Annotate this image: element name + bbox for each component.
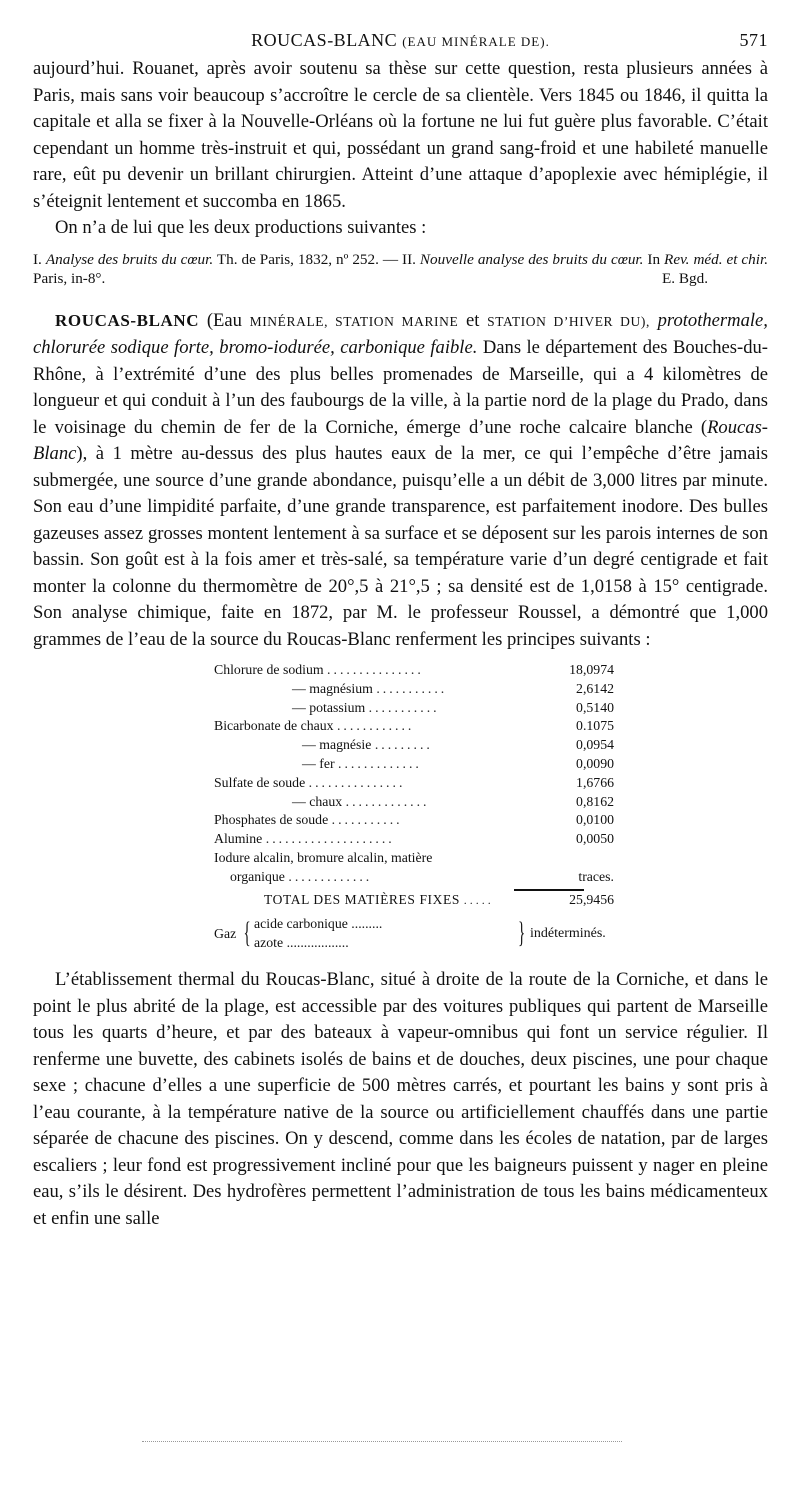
table-row: Alumine .................... 0,0050 <box>214 830 614 849</box>
table-row: Chlorure de sodium ............... 18,0974 <box>214 661 614 680</box>
ref2-title: Nouvelle analyse des bruits du cœur. <box>419 250 644 268</box>
row-label: — chaux <box>292 793 343 809</box>
entry-body-italic: Roucas-Blanc <box>33 416 768 464</box>
table-row: Bicarbonate de chaux ............ 0.1075 <box>214 717 614 736</box>
row-value: 0,0050 <box>576 831 614 847</box>
running-title <box>33 30 768 51</box>
ref2-in: In <box>647 250 661 268</box>
entry-designation: MINÉRALE, STATION MARINE <box>249 313 459 329</box>
row-label: Alumine <box>214 831 263 847</box>
ref1-number: I. <box>33 250 42 268</box>
running-title-main: ROUCAS-BLANC <box>251 30 398 50</box>
row-value: 2,6142 <box>576 680 614 696</box>
gas-item-azote: azote <box>254 934 284 950</box>
bibliography-references <box>33 250 768 288</box>
page <box>33 30 768 1232</box>
author-signature: E. Bgd. <box>662 269 708 287</box>
table-row: Phosphates de soude ........... 0,0100 <box>214 811 614 830</box>
entry-et: et <box>466 309 480 331</box>
right-brace-icon: } <box>518 916 526 950</box>
ref1-details: Th. de Paris, 1832, nº 252. — II. <box>216 250 416 268</box>
row-label: Chlorure de sodium <box>214 662 324 677</box>
table-row: Sulfate de soude ............... 1,6766 <box>214 774 614 793</box>
row-label: — potassium <box>292 699 366 715</box>
table-total-row: TOTAL DES MATIÈRES FIXES ..... 25,9456 <box>214 891 614 910</box>
chemical-analysis-table <box>214 661 614 953</box>
row-label: — magnésie <box>302 737 372 753</box>
ref2-details: Paris, in-8°. <box>33 269 106 287</box>
entry-designation-2: STATION D’HIVER DU), <box>487 313 650 329</box>
row-value: 0,0954 <box>576 737 614 753</box>
row-value: traces. <box>578 868 614 884</box>
row-label: organique <box>230 868 285 884</box>
gas-item-co2: acide carbonique <box>254 916 348 932</box>
productions-intro: On n’a de lui que les deux productions suivantes : <box>55 217 427 238</box>
row-label: Iodure alcalin, bromure alcalin, matière <box>214 849 433 865</box>
entry-qualifiers: protothermale, chlorurée sodique forte, bromo-iodurée, carbonique faible. <box>33 309 768 358</box>
ref2-journal: Rev. méd. et chir. <box>664 250 769 268</box>
row-label: — magnésium <box>292 680 373 696</box>
table-row: — chaux ............. 0,8162 <box>214 793 614 812</box>
entry-paren-open: (Eau <box>206 309 242 331</box>
table-row: — potassium ........... 0,5140 <box>214 699 614 718</box>
total-label: TOTAL DES MATIÈRES FIXES <box>264 891 460 907</box>
row-value: 0,0100 <box>576 812 614 828</box>
total-value: 25,9456 <box>569 891 614 907</box>
entry-body-part2: ), à 1 mètre au-dessus des plus hautes eaux de la mer, ce qui l’empêche d’être jamais submergée, une source d’une grande abondance, puisqu’elle a un débit de 3,000 litres par minute. Son eau d’une limpidité parfaite, d’une grande transparence, est parfaitement inodore. Des bulles gazeuses assez grosses montent lentement à sa surface et se déposent sur les parois internes de son bassin. Son goût est à la fois amer et très-salé, sa température varie d’un degré centigrade et fait monter la colonne du thermomètre de 20°,5 à 21°,5 ; sa densité est de 1,0158 à 15° centigrade. Son analyse chimique, faite en 1872, par M. le professeur Roussel, a démontré que 1,000 grammes de l’eau de la source du Roucas-Blanc renferment les principes suivants : <box>33 443 768 650</box>
previous-entry-paragraph: aujourd’hui. Rouanet, après avoir soutenu sa thèse sur cette question, resta plusieurs années à Paris, mais sans voir beaucoup s’accroître le cercle de sa clientèle. Vers 1845 ou 1846, il quitta la capitale et alla se fixer à la Nouvelle-Orléans où la fortune ne lui fut guère plus favorable. C’était cependant un homme très-instruit et qui, possédant un grand sang-froid et une habileté manuelle rare, eût pu devenir un brillant chirurgien. Atteint d’une attaque d’apoplexie avec hémiplégie, il s’éteignit lentement et succomba en 1865. <box>33 58 768 212</box>
row-label: — fer <box>302 755 335 771</box>
table-row: — magnésium ........... 2,6142 <box>214 680 614 699</box>
left-brace-icon: { <box>243 916 251 950</box>
gas-row: Gaz { acide carbonique ......... azote .................. } indéterminés. <box>214 915 614 953</box>
row-value: 0,0090 <box>576 755 614 771</box>
footer-faint-line <box>142 1441 622 1442</box>
row-label: Sulfate de soude <box>214 774 306 790</box>
page-number: 571 <box>739 30 768 50</box>
table-row: organique ............. traces. <box>214 868 614 887</box>
row-label: Phosphates de soude <box>214 812 329 828</box>
row-value: 0,5140 <box>576 699 614 715</box>
row-value: 1,6766 <box>576 774 614 790</box>
table-row: — magnésie ......... 0,0954 <box>214 736 614 755</box>
entry-body-part1: Dans le département des Bouches-du-Rhône, à l’extrémité d’une des plus belles promenades de Marseille, qui a 4 kilomètres de longueur et qui conduit à l’un des faubourgs de la ville, à la partie nord de la plage du Prado, dans le voisinage du chemin de fer de la Corniche, émerge d’une roche calcaire blanche ( <box>33 337 768 438</box>
row-label: Bicarbonate de chaux <box>214 718 334 734</box>
running-title-paren: (EAU MINÉRALE DE). <box>402 34 550 49</box>
roucas-blanc-entry <box>33 308 768 654</box>
table-row: — fer ............. 0,0090 <box>214 755 614 774</box>
entry-headword: ROUCAS-BLANC <box>55 310 200 330</box>
row-value: 18,0974 <box>569 662 614 677</box>
row-value: 0,8162 <box>576 793 614 809</box>
gas-value: indéterminés. <box>530 926 606 942</box>
establishment-paragraph: L’établissement thermal du Roucas-Blanc, situé à droite de la route de la Corniche, et dans le point le plus abrité de la plage, est accessible par des voitures publiques qui partent de Marseille tous les quarts d’heure, et par des bateaux à vapeur-omnibus qui font un service régulier. Il renferme une buvette, des cabinets isolés de bains et de douches, deux piscines, une pour chaque sexe ; chacune d’elles a une superficie de 500 mètres carrés, et pourtant les bains y sont pris à l’eau courante, à la température native de la source ou artificiellement chauffés dans une partie séparée de chacune des piscines. On y descend, comme dans les écoles de natation, par de larges escaliers ; leur fond est progressivement incliné pour que les baigneurs puissent y nager en pleine eau, s’ils le désirent. Des hydrofères permettent l’administration de tous les bains médicamenteux et enfin une salle <box>33 969 768 1229</box>
row-value: 0.1075 <box>576 718 614 734</box>
running-header <box>33 30 768 56</box>
ref1-title: Analyse des bruits du cœur. <box>45 250 214 268</box>
table-row <box>214 849 614 868</box>
gas-label: Gaz <box>214 926 237 942</box>
